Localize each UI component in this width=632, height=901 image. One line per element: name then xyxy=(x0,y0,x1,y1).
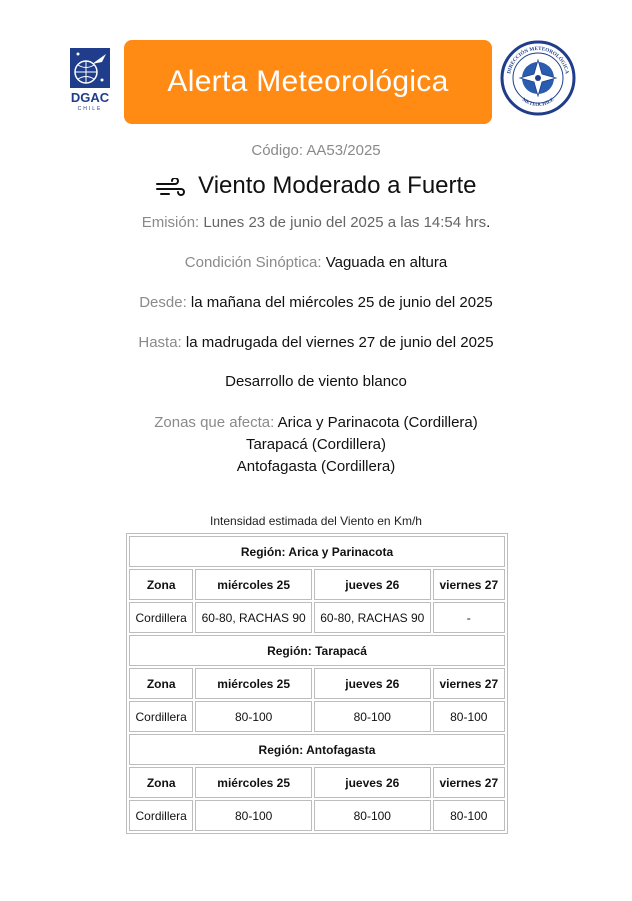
region-title: Región: Arica y Parinacota xyxy=(129,536,505,567)
table-row xyxy=(129,800,505,831)
svg-text:METEOCHILE: METEOCHILE xyxy=(520,97,556,109)
svg-text:DGAC: DGAC xyxy=(70,90,110,105)
header-cell: miércoles 25 xyxy=(195,767,312,798)
development-note: Desarrollo de viento blanco xyxy=(225,373,407,390)
svg-text:CHILE: CHILE xyxy=(77,106,103,112)
table-cell: Cordillera xyxy=(129,701,193,732)
end-label: Hasta: xyxy=(138,334,182,351)
alert-banner xyxy=(124,40,492,124)
table-cell: - xyxy=(433,602,505,633)
start-label: Desde: xyxy=(139,294,187,311)
header-cell: Zona xyxy=(129,668,193,699)
affected-zones xyxy=(0,412,632,478)
dgac-logo xyxy=(66,46,114,112)
table-cell: 80-100 xyxy=(314,701,431,732)
table-cell: 80-100 xyxy=(433,701,505,732)
region-title: Región: Tarapacá xyxy=(129,635,505,666)
table-row xyxy=(129,701,505,732)
end-time xyxy=(0,334,632,351)
table-cell: 80-100 xyxy=(195,800,312,831)
table-cell: 60-80, RACHAS 90 xyxy=(314,602,431,633)
start-time xyxy=(0,294,632,311)
header-cell: viernes 27 xyxy=(433,569,505,600)
header-cell: Zona xyxy=(129,767,193,798)
wind-intensity-table xyxy=(126,533,508,834)
zones-label: Zonas que afecta: xyxy=(154,414,275,431)
region-row xyxy=(129,635,505,666)
region-row xyxy=(129,536,505,567)
svg-text:DIRECCIÓN METEOROLÓGICA: DIRECCIÓN METEOROLÓGICA xyxy=(506,45,570,75)
code-label: Código: xyxy=(251,142,304,159)
zone-item: Antofagasta (Cordillera) xyxy=(236,458,396,475)
table-header-row xyxy=(129,767,505,798)
table-header-row xyxy=(129,668,505,699)
table-cell: 80-100 xyxy=(195,701,312,732)
region-row xyxy=(129,734,505,765)
emission-value: Lunes 23 de junio del 2025 a las 14:54 hrs xyxy=(203,214,487,231)
synoptic-condition xyxy=(0,254,632,271)
table-cell: Cordillera xyxy=(129,602,193,633)
meteochile-seal xyxy=(500,40,576,116)
alert-code xyxy=(0,142,632,159)
condition-value: Vaguada en altura xyxy=(325,254,448,271)
alert-title xyxy=(0,172,632,200)
banner-title: Alerta Meteorológica xyxy=(167,65,449,98)
emission-label: Emisión: xyxy=(141,214,200,231)
code-value: AA53/2025 xyxy=(306,142,381,159)
zone-item: Arica y Parinacota (Cordillera) xyxy=(277,414,478,431)
header-cell: jueves 26 xyxy=(314,668,431,699)
header-cell: miércoles 25 xyxy=(195,668,312,699)
table-cell: 80-100 xyxy=(314,800,431,831)
header-cell: miércoles 25 xyxy=(195,569,312,600)
zone-item: Tarapacá (Cordillera) xyxy=(245,436,387,453)
header-cell: Zona xyxy=(129,569,193,600)
wind-icon xyxy=(155,172,198,199)
table-cell: 80-100 xyxy=(433,800,505,831)
table-caption: Intensidad estimada del Viento en Km/h xyxy=(210,514,422,528)
emission-line xyxy=(0,214,632,231)
region-title: Región: Antofagasta xyxy=(129,734,505,765)
emission-end: . xyxy=(486,214,491,231)
table-cell: Cordillera xyxy=(129,800,193,831)
title-text: Viento Moderado a Fuerte xyxy=(198,172,477,199)
start-value: la mañana del miércoles 25 de junio del 2025 xyxy=(190,294,493,311)
condition-label: Condición Sinóptica: xyxy=(184,254,322,271)
header-cell: jueves 26 xyxy=(314,569,431,600)
table-cell: 60-80, RACHAS 90 xyxy=(195,602,312,633)
header-cell: viernes 27 xyxy=(433,767,505,798)
table-header-row xyxy=(129,569,505,600)
header-cell: jueves 26 xyxy=(314,767,431,798)
table-row xyxy=(129,602,505,633)
header-cell: viernes 27 xyxy=(433,668,505,699)
end-value: la madrugada del viernes 27 de junio del 2025 xyxy=(185,334,494,351)
